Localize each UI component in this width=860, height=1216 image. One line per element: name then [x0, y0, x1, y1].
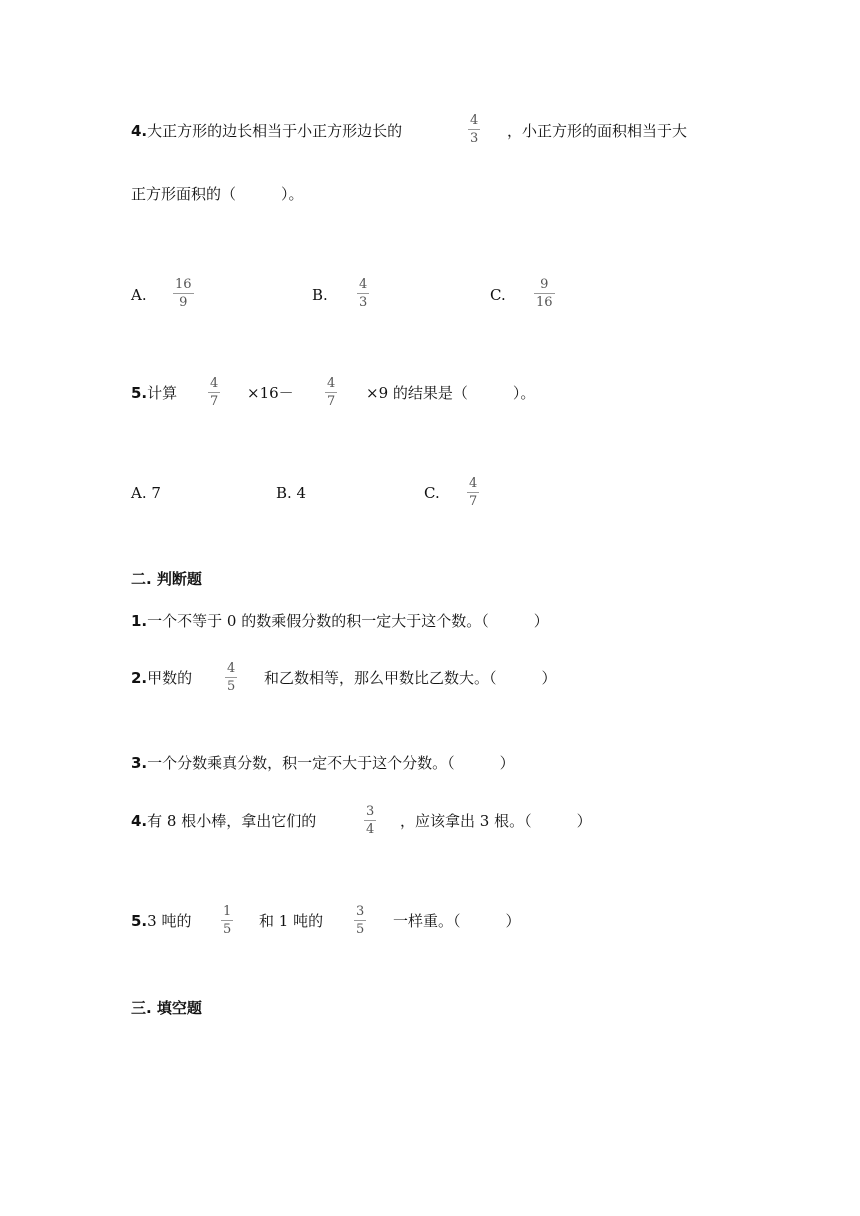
fraction: [221, 904, 233, 937]
question-text: 3 吨的: [147, 912, 192, 930]
question-number: 3.: [131, 754, 148, 772]
option-a: A. 7: [131, 484, 161, 502]
judge-question-1: [131, 611, 549, 631]
fraction: [354, 904, 366, 937]
denominator: 4: [366, 822, 375, 837]
numerator: 3: [366, 804, 375, 819]
option-a-fraction: [173, 277, 194, 310]
fraction: [364, 804, 376, 837]
denominator: 5: [356, 922, 365, 937]
denominator: 3: [470, 131, 479, 146]
numerator: 4: [469, 476, 478, 491]
numerator: 16: [175, 277, 192, 292]
numerator: 4: [470, 113, 479, 128]
question-text: 大正方形的边长相当于小正方形边长的: [147, 122, 403, 140]
fraction: [208, 376, 220, 409]
question-text: 甲数的: [147, 669, 193, 687]
option-c-label: C.: [424, 484, 440, 502]
question-text: 一样重。（ ）: [393, 912, 521, 930]
option-c-fraction: [467, 476, 479, 509]
denominator: 5: [227, 679, 236, 694]
question-text: ，应该拿出 3 根。（ ）: [400, 812, 592, 830]
question-text: 正方形面积的（ ）。: [131, 185, 304, 203]
section-title: 二. 判断题: [131, 570, 202, 588]
question-number: 4.: [131, 812, 148, 830]
numerator: 4: [227, 661, 236, 676]
fraction: [468, 113, 480, 146]
numerator: 9: [540, 277, 549, 292]
numerator: 4: [359, 277, 368, 292]
denominator: 9: [179, 295, 188, 310]
question-4-line-1: [131, 121, 402, 141]
question-text: 和乙数相等，那么甲数比乙数大。（ ）: [264, 669, 557, 687]
fraction: [325, 376, 337, 409]
question-number: 2.: [131, 669, 148, 687]
question-number: 5.: [131, 912, 148, 930]
denominator: 7: [210, 394, 219, 409]
question-text: 和 1 吨的: [259, 912, 324, 930]
judge-question-5: [131, 911, 191, 931]
option-b: B. 4: [276, 484, 307, 502]
question-text: ×9 的结果是（ ）。: [366, 384, 536, 402]
denominator: 7: [327, 394, 336, 409]
denominator: 5: [223, 922, 232, 937]
question-text: 一个分数乘真分数，积一定不大于这个分数。（ ）: [147, 754, 515, 772]
numerator: 4: [327, 376, 336, 391]
numerator: 1: [223, 904, 232, 919]
section-title: 三. 填空题: [131, 999, 202, 1017]
question-text: ×16－: [247, 384, 294, 402]
option-a-label: A.: [131, 286, 147, 304]
denominator: 7: [469, 494, 478, 509]
numerator: 3: [356, 904, 365, 919]
judge-question-4: [131, 811, 316, 831]
question-number: 5.: [131, 384, 148, 402]
judge-question-2: [131, 668, 192, 688]
option-b-label: B.: [312, 286, 328, 304]
question-text: 有 8 根小棒，拿出它们的: [147, 812, 317, 830]
denominator: 16: [536, 295, 553, 310]
option-c-label: C.: [490, 286, 506, 304]
numerator: 4: [210, 376, 219, 391]
denominator: 3: [359, 295, 368, 310]
question-text: 计算: [147, 384, 178, 402]
question-text: ，小正方形的面积相当于大: [507, 122, 688, 140]
question-text: 一个不等于 0 的数乘假分数的积一定大于这个数。（ ）: [147, 612, 549, 630]
judge-question-3: [131, 753, 515, 773]
question-number: 4.: [131, 122, 148, 140]
option-b-fraction: [357, 277, 369, 310]
fraction: [225, 661, 237, 694]
question-number: 1.: [131, 612, 148, 630]
option-c-fraction: [534, 277, 555, 310]
question-5-line: [131, 383, 177, 403]
